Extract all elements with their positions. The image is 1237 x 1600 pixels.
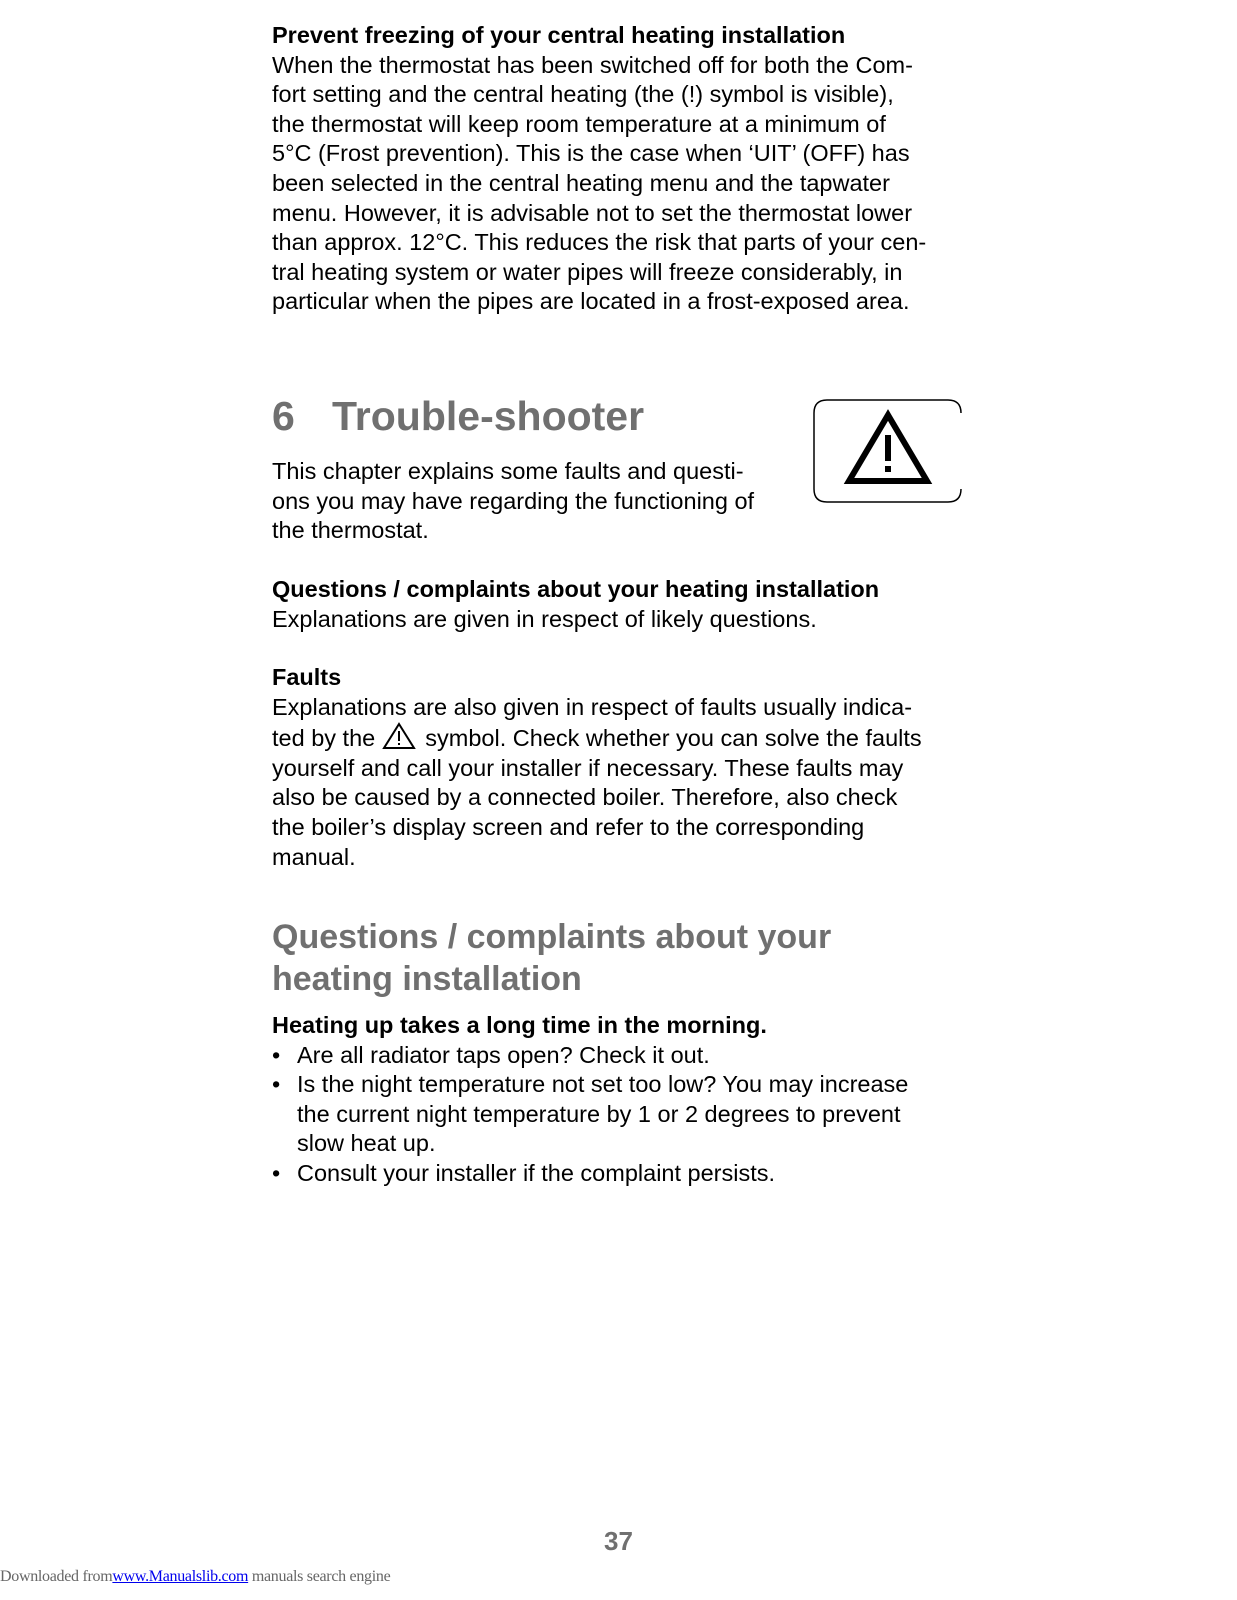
- chapter-title-text: Trouble-shooter: [332, 393, 645, 439]
- intro-line: the thermostat.: [272, 517, 429, 544]
- section-title-line: heating installation: [272, 960, 582, 998]
- list-item-line: Are all radiator taps open? Check it out.: [297, 1041, 710, 1068]
- faults-line-before: ted by the: [272, 725, 376, 752]
- heating-section: [272, 1011, 972, 1189]
- frost-heading: Prevent freezing of your central heating installation: [272, 22, 846, 48]
- intro-line: ons you may have regarding the functioning of: [272, 487, 755, 514]
- bullet: •: [272, 1071, 281, 1098]
- heating-subheading: Heating up takes a long time in the morning.: [272, 1012, 767, 1038]
- faults-line: also be caused by a connected boiler. Therefore, also check: [272, 784, 898, 811]
- download-footer: [0, 1568, 390, 1586]
- footer-suffix: manuals search engine: [248, 1568, 391, 1585]
- questions-section: [272, 575, 972, 634]
- frost-section: [272, 21, 972, 317]
- section-title: [272, 916, 972, 1000]
- list-item-line: Consult your installer if the complaint persists.: [297, 1159, 776, 1186]
- section-title-line: Questions / complaints about your: [272, 918, 832, 956]
- frost-line: been selected in the central heating menu and the tapwater: [272, 169, 890, 196]
- chapter-number: 6: [272, 393, 295, 439]
- frost-line: the thermostat will keep room temperature at a minimum of: [272, 110, 886, 137]
- questions-text: Explanations are given in respect of likely questions.: [272, 605, 817, 632]
- frost-line: tral heating system or water pipes will freeze considerably, in: [272, 258, 903, 285]
- frost-line: menu. However, it is advisable not to set the thermostat lower: [272, 199, 913, 226]
- list-item: [272, 1070, 972, 1159]
- list-item-line: the current night temperature by 1 or 2 degrees to prevent: [297, 1100, 901, 1127]
- bullet: •: [272, 1041, 281, 1068]
- questions-heading: Questions / complaints about your heating installation: [272, 576, 880, 602]
- chapter-title: [272, 391, 644, 441]
- faults-heading: Faults: [272, 664, 342, 690]
- intro-line: This chapter explains some faults and questi-: [272, 458, 744, 484]
- frost-line: particular when the pipes are located in a frost-exposed area.: [272, 288, 910, 315]
- warning-triangle-icon: [813, 399, 962, 503]
- chapter-intro: [272, 457, 792, 546]
- faults-section: [272, 663, 972, 872]
- list-item: [272, 1041, 972, 1071]
- faults-line: yourself and call your installer if necessary. These faults may: [272, 754, 904, 781]
- faults-line-after: symbol. Check whether you can solve the faults: [425, 725, 922, 752]
- frost-line: than approx. 12°C. This reduces the risk that parts of your cen-: [272, 229, 927, 256]
- manualslib-link[interactable]: www.Manualslib.com: [112, 1568, 249, 1585]
- frost-line: 5°C (Frost prevention). This is the case when ‘UIT’ (OFF) has: [272, 140, 910, 167]
- list-item-line: Is the night temperature not set too low? You may increase: [297, 1071, 909, 1098]
- faults-line: Explanations are also given in respect of faults usually indica-: [272, 693, 913, 720]
- faults-line: [272, 722, 972, 754]
- warning-inline-icon: [382, 722, 416, 750]
- faults-line: manual.: [272, 843, 356, 870]
- bullet-list: [272, 1041, 972, 1189]
- frost-line: When the thermostat has been switched off for both the Com-: [272, 51, 913, 78]
- list-item-line: slow heat up.: [297, 1130, 436, 1157]
- faults-line: the boiler’s display screen and refer to the corresponding: [272, 813, 865, 840]
- bullet: •: [272, 1159, 281, 1186]
- list-item: [272, 1159, 972, 1189]
- frost-line: fort setting and the central heating (the (!) symbol is visible),: [272, 81, 894, 108]
- footer-prefix: Downloaded from: [0, 1568, 113, 1585]
- page-number: 37: [604, 1526, 633, 1556]
